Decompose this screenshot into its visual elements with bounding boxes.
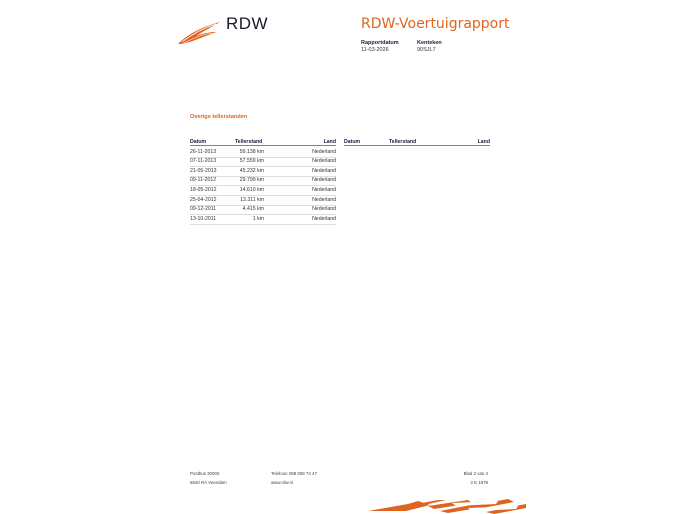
- footer-postbus: Postbus 30000: [190, 471, 220, 476]
- col-header-date: Datum: [344, 139, 361, 145]
- section-title: Overige tellerstanden: [190, 114, 248, 120]
- rdw-stripes-graphic: [368, 497, 526, 514]
- logo-text: RDW: [226, 14, 269, 33]
- header-divider: [344, 145, 490, 146]
- col-header-odometer: Tellerstand: [389, 139, 417, 145]
- row-odometer: 4.415 km: [242, 206, 264, 213]
- license-plate-label: Kenteken: [417, 40, 442, 46]
- row-odometer: 1 km: [252, 215, 264, 222]
- footer-page-number: Blad 2 van 4: [463, 471, 488, 476]
- row-date: 13-10-2011: [190, 215, 217, 222]
- row-country: Nederland: [312, 177, 336, 184]
- row-date: 26-11-2013: [190, 148, 217, 155]
- row-date: 25-04-2012: [190, 196, 217, 203]
- row-date: 09-11-2012: [190, 177, 217, 184]
- footer-website: www.rdw.nl: [271, 480, 293, 485]
- row-odometer: 29.799 km: [239, 177, 264, 184]
- report-date-label: Rapportdatum: [361, 40, 399, 46]
- row-odometer: 14.610 km: [239, 186, 264, 193]
- row-odometer: 57.559 km: [239, 158, 264, 165]
- footer-phone: Telefoon 088 008 74 47: [271, 471, 317, 476]
- col-header-odometer: Tellerstand: [235, 139, 263, 145]
- row-country: Nederland: [312, 186, 336, 193]
- row-country: Nederland: [312, 196, 336, 203]
- row-date: 07-11-2013: [190, 158, 217, 165]
- row-date: 18-05-2012: [190, 186, 217, 193]
- report-title: RDW-Voertuigrapport: [361, 16, 510, 32]
- report-date-value: 11-03-2026: [361, 47, 389, 53]
- footer-address: 9640 RA Veendam: [190, 480, 227, 485]
- col-header-date: Datum: [190, 139, 207, 145]
- row-country: Nederland: [312, 206, 336, 213]
- row-date: 09-12-2011: [190, 206, 217, 213]
- row-odometer: 13.311 km: [240, 196, 264, 203]
- row-country: Nederland: [312, 158, 336, 165]
- header-divider: [190, 145, 336, 146]
- footer-code: 3 E 1878: [470, 480, 488, 485]
- row-country: Nederland: [312, 167, 336, 174]
- row-odometer: 59.138 km: [239, 148, 264, 155]
- license-plate-value: 90SJL7: [417, 47, 436, 53]
- row-country: Nederland: [312, 148, 336, 155]
- col-header-country: Land: [477, 139, 490, 145]
- table-row: [190, 214, 336, 225]
- row-date: 21-05-2013: [190, 167, 217, 174]
- rdw-logo-icon: [176, 20, 222, 46]
- col-header-country: Land: [323, 139, 336, 145]
- row-country: Nederland: [312, 215, 336, 222]
- row-odometer: 45.232 km: [239, 167, 264, 174]
